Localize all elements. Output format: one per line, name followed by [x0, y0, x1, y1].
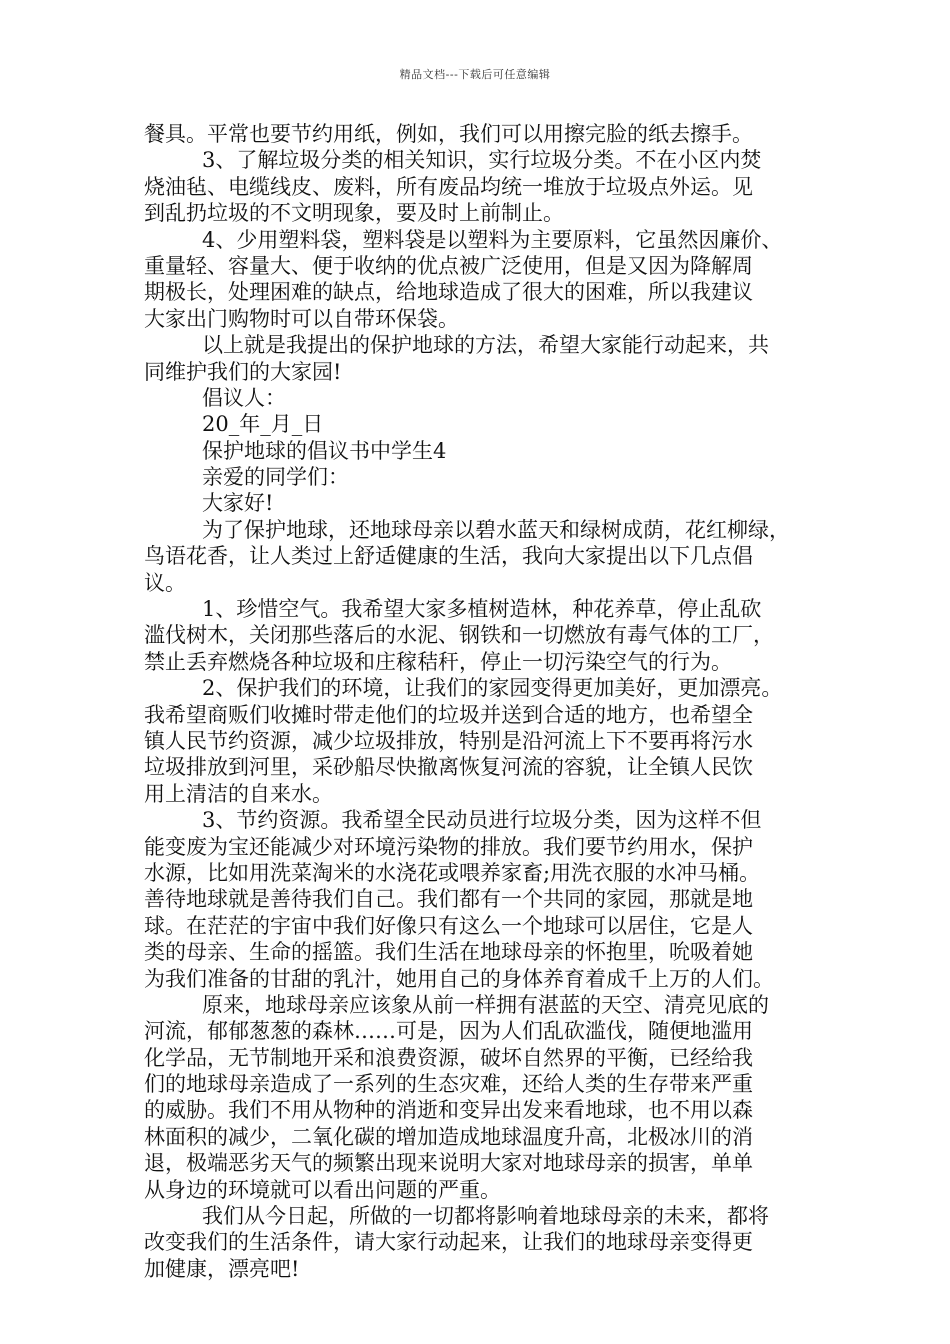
text-line: 为我们准备的甘甜的乳汁，她用自己的身体养育着成千上万的人们。 — [144, 966, 774, 991]
text-line: 球。在茫茫的宇宙中我们好像只有这么一个地球可以居住，它是人 — [144, 913, 753, 938]
text-line: 2、保护我们的环境，让我们的家园变得更加美好，更加漂亮。 — [202, 676, 783, 701]
text-line: 禁止丢弃燃烧各种垃圾和庄稼秸秆，停止一切污染空气的行为。 — [144, 649, 732, 674]
text-line: 20_年_月_日 — [202, 412, 324, 437]
text-line: 们的地球母亲造成了一系列的生态灾难，还给人类的生存带来严重 — [144, 1072, 753, 1097]
text-line: 的威胁。我们不用从物种的消逝和变异出发来看地球，也不用以森 — [144, 1098, 753, 1123]
text-line: 同维护我们的大家园! — [144, 359, 342, 384]
text-line: 类的母亲、生命的摇篮。我们生活在地球母亲的怀抱里，吮吸着她 — [144, 940, 753, 965]
text-line: 化学品，无节制地开采和浪费资源，破坏自然界的平衡，已经给我 — [144, 1045, 753, 1070]
text-line: 原来，地球母亲应该象从前一样拥有湛蓝的天空、清亮见底的 — [202, 992, 769, 1017]
text-line: 用上清洁的自来水。 — [144, 781, 333, 806]
text-line: 善待地球就是善待我们自己。我们都有一个共同的家园，那就是地 — [144, 887, 753, 912]
text-line: 大家好! — [202, 491, 274, 516]
text-line: 到乱扔垃圾的不文明现象，要及时上前制止。 — [144, 201, 564, 226]
text-line: 大家出门购物时可以自带环保袋。 — [144, 306, 459, 331]
text-line: 1、珍惜空气。我希望大家多植树造林，种花养草，停止乱砍 — [202, 597, 762, 622]
text-line: 水源，比如用洗菜淘米的水浇花或喂养家畜;用洗衣服的水冲马桶。 — [144, 860, 761, 885]
text-line: 我希望商贩们收摊时带走他们的垃圾并送到合适的地方，也希望全 — [144, 702, 753, 727]
text-line: 议。 — [144, 570, 186, 595]
document-body — [144, 121, 808, 1282]
text-line: 林面积的减少，二氧化碳的增加造成地球温度升高，北极冰川的消 — [144, 1124, 753, 1149]
text-line: 餐具。平常也要节约用纸，例如，我们可以用擦完脸的纸去擦手。 — [144, 122, 753, 146]
section-title: 保护地球的倡议书中学生4 — [202, 438, 447, 463]
text-line: 烧油毡、电缆线皮、废料，所有废品均统一堆放于垃圾点外运。见 — [144, 174, 753, 199]
text-line: 期极长，处理困难的缺点，给地球造成了很大的困难，所以我建议 — [144, 280, 753, 305]
text-line: 3、了解垃圾分类的相关知识，实行垃圾分类。不在小区内焚 — [202, 148, 762, 173]
text-line: 能变废为宝还能减少对环境污染物的排放。我们要节约用水，保护 — [144, 834, 753, 859]
text-line: 镇人民节约资源，减少垃圾排放，特别是沿河流上下不要再将污水 — [144, 728, 753, 753]
text-line: 以上就是我提出的保护地球的方法，希望大家能行动起来，共 — [202, 333, 769, 358]
text-line: 倡议人： — [202, 385, 286, 410]
page-header: 精品文档---下载后可任意编辑 — [399, 68, 551, 81]
text-line: 滥伐树木，关闭那些落后的水泥、钢铁和一切燃放有毒气体的工厂， — [144, 623, 774, 648]
text-line: 为了保护地球，还地球母亲以碧水蓝天和绿树成荫，花红柳绿， — [202, 517, 790, 542]
text-line: 我们从今日起，所做的一切都将影响着地球母亲的未来，都将 — [202, 1204, 769, 1229]
text-line: 3、节约资源。我希望全民动员进行垃圾分类，因为这样不但 — [202, 808, 762, 833]
text-line: 加健康，漂亮吧! — [144, 1256, 300, 1281]
text-line: 亲爱的同学们： — [202, 465, 349, 490]
text-line: 垃圾排放到河里，采砂船尽快撤离恢复河流的容貌，让全镇人民饮 — [144, 755, 753, 780]
text-line: 重量轻、容量大、便于收纳的优点被广泛使用，但是又因为降解周 — [144, 253, 753, 278]
text-line: 改变我们的生活条件，请大家行动起来，让我们的地球母亲变得更 — [144, 1230, 753, 1255]
text-line: 河流，郁郁葱葱的森林……可是，因为人们乱砍滥伐，随便地滥用 — [144, 1019, 753, 1044]
text-line: 4、少用塑料袋，塑料袋是以塑料为主要原料，它虽然因廉价、 — [202, 227, 783, 252]
text-line: 退，极端恶劣天气的频繁出现来说明大家对地球母亲的损害，单单 — [144, 1151, 753, 1176]
text-line: 从身边的环境就可以看出问题的严重。 — [144, 1177, 501, 1202]
text-line: 鸟语花香，让人类过上舒适健康的生活，我向大家提出以下几点倡 — [144, 544, 753, 569]
